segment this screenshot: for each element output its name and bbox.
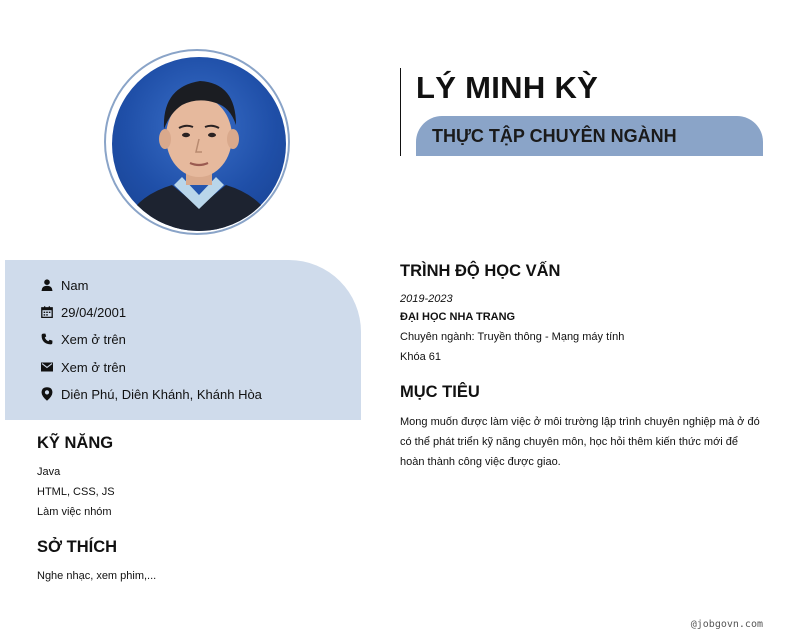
education-school: ĐẠI HỌC NHA TRANG <box>400 311 516 323</box>
person-icon <box>40 278 54 292</box>
gender-text: Nam <box>61 277 89 293</box>
birthday-text: 29/04/2001 <box>61 304 127 320</box>
address-text: Diên Phú, Diên Khánh, Khánh Hòa <box>61 386 262 402</box>
education-period: 2019-2023 <box>400 293 453 305</box>
email-text: Xem ở trên <box>61 359 126 375</box>
header-divider <box>400 68 401 156</box>
education-major: Chuyên ngành: Truyền thông - Mạng máy tính <box>400 331 625 343</box>
phone-icon <box>40 332 54 346</box>
calendar-icon <box>40 305 54 319</box>
skill-item: Làm việc nhóm <box>37 506 112 518</box>
watermark: @jobgovn.com <box>690 619 763 630</box>
contact-phone <box>40 329 126 349</box>
objective-text <box>400 412 780 472</box>
education-heading: TRÌNH ĐỘ HỌC VẤN <box>400 262 561 280</box>
objective-line: hoàn thành công việc được giao. <box>400 456 561 468</box>
candidate-name: LÝ MINH KỲ <box>416 70 599 105</box>
hobbies-text: Nghe nhạc, xem phim,... <box>37 570 157 582</box>
contact-birthday <box>40 302 126 322</box>
location-pin-icon <box>40 387 54 401</box>
objective-line: có thể phát triển kỹ năng chuyên môn, học hỏi thêm kiến thức mới để <box>400 436 739 448</box>
profile-photo <box>112 57 286 231</box>
skills-heading: KỸ NĂNG <box>37 434 114 452</box>
education-cohort: Khóa 61 <box>400 351 441 363</box>
hobbies-heading: SỞ THÍCH <box>37 538 118 556</box>
avatar <box>112 57 286 231</box>
contact-address <box>40 384 262 404</box>
position-title: THỰC TẬP CHUYÊN NGÀNH <box>432 126 677 146</box>
skill-item: HTML, CSS, JS <box>37 486 115 498</box>
objective-line: Mong muốn được làm việc ở môi trường lập trình chuyên nghiệp mà ở đó <box>400 416 760 428</box>
mail-icon <box>40 360 54 374</box>
phone-text: Xem ở trên <box>61 331 126 347</box>
contact-gender <box>40 275 88 295</box>
skill-item: Java <box>37 466 61 478</box>
contact-email <box>40 357 126 377</box>
position-banner <box>416 116 763 156</box>
objective-heading: MỤC TIÊU <box>400 383 480 401</box>
